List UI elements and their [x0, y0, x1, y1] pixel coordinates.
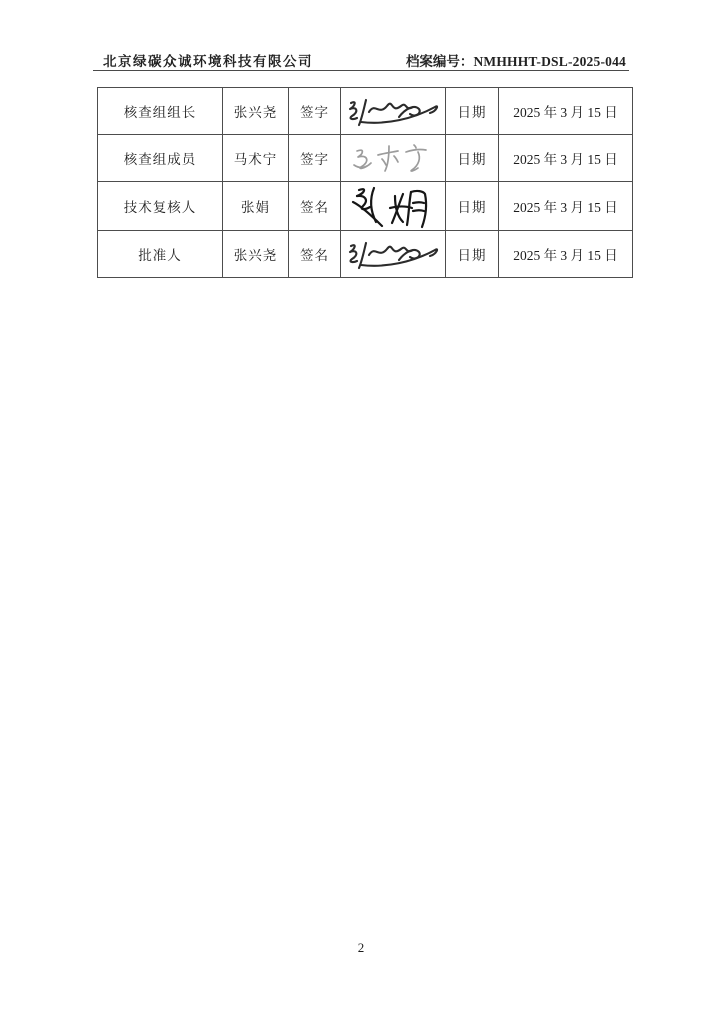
signature-zhangjuan-icon: [347, 182, 439, 230]
company-name: 北京绿碳众诚环境科技有限公司: [103, 54, 313, 69]
file-number-value: NMHHHT-DSL-2025-044: [473, 54, 626, 69]
date-cell: 2025 年 3 月 15 日: [499, 182, 633, 231]
date-cell: 2025 年 3 月 15 日: [499, 135, 633, 182]
signature-cell: [341, 88, 446, 135]
role-cell: 核查组成员: [98, 135, 223, 182]
signature-table: [97, 87, 633, 278]
role-cell: 批准人: [98, 231, 223, 278]
date-label-cell: 日期: [446, 231, 499, 278]
sign-label-cell: 签字: [289, 88, 341, 135]
signature-cell: [341, 182, 446, 231]
table-row: [98, 135, 633, 182]
table-row: [98, 231, 633, 278]
signature-zhangxingyao-icon: [341, 237, 445, 271]
signature-mashuning-icon: [348, 143, 438, 173]
file-number: [406, 50, 626, 70]
signature-cell: [341, 135, 446, 182]
name-cell: 张兴尧: [223, 88, 289, 135]
signature-zhangxingyao-icon: [341, 94, 445, 128]
name-cell: 张兴尧: [223, 231, 289, 278]
date-cell: 2025 年 3 月 15 日: [499, 231, 633, 278]
date-label-cell: 日期: [446, 135, 499, 182]
file-number-label: 档案编号：: [405, 54, 474, 69]
signature-cell: [341, 231, 446, 278]
sign-label-cell: 签字: [289, 135, 341, 182]
page-number: 2: [357, 940, 365, 955]
sign-label-cell: 签名: [289, 231, 341, 278]
name-cell: 马术宁: [223, 135, 289, 182]
table-row: [98, 182, 633, 231]
header-divider: [93, 70, 629, 71]
date-label-cell: 日期: [446, 182, 499, 231]
date-cell: 2025 年 3 月 15 日: [499, 88, 633, 135]
sign-label-cell: 签名: [289, 182, 341, 231]
role-cell: 技术复核人: [98, 182, 223, 231]
date-label-cell: 日期: [446, 88, 499, 135]
name-cell: 张娟: [223, 182, 289, 231]
table-row: [98, 88, 633, 135]
role-cell: 核查组组长: [98, 88, 223, 135]
